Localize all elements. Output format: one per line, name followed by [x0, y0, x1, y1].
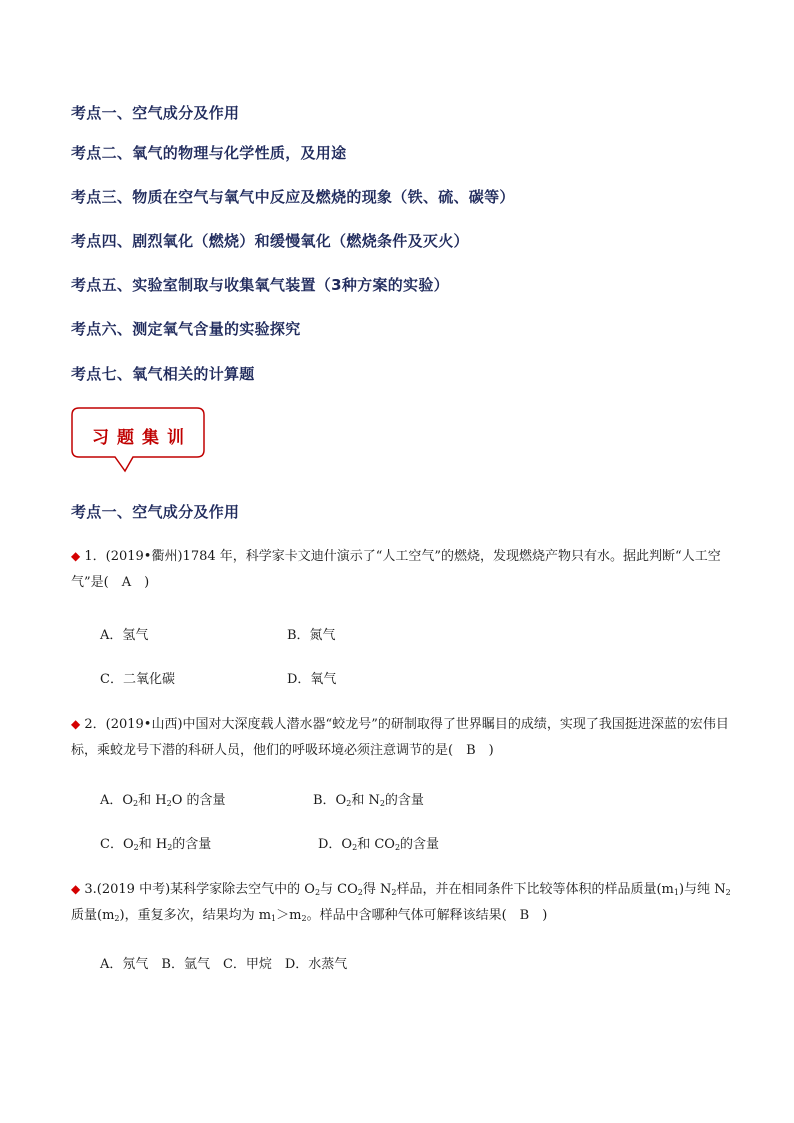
q1-option-b: B．氮气: [287, 628, 336, 643]
outline-item-7: 考点七、氧气相关的计算题: [71, 365, 255, 383]
outline-item-1: 考点一、空气成分及作用: [71, 104, 240, 122]
question-1-text: 1．(2019•衢州)1784 年，科学家卡文迪什演示了“人工空气”的燃烧，发现燃烧产物只有水。据此判断“人工空气”是( A ): [71, 549, 721, 590]
diamond-icon: ◆: [71, 717, 81, 731]
diamond-icon: ◆: [71, 882, 81, 896]
q2-option-c: C．$O_2$和 $H_2$的含量: [100, 837, 212, 852]
outline-item-2: 考点二、氧气的物理与化学性质，及用途: [71, 144, 347, 162]
outline-item-4: 考点四、剧烈氧化（燃烧）和缓慢氧化（燃烧条件及灭火）: [71, 232, 469, 250]
question-1: [71, 543, 731, 596]
outline-item-3: 考点三、物质在空气与氧气中反应及燃烧的现象（铁、硫、碳等）: [71, 188, 515, 206]
q1-option-d: D．氧气: [287, 672, 337, 687]
q2-option-a: A．$O_2$和 $H_2O$ 的含量: [100, 793, 226, 808]
section-title: 考点一、空气成分及作用: [71, 503, 240, 521]
outline-item-5: 考点五、实验室制取与收集氧气装置（3种方案的实验）: [71, 276, 449, 294]
q2-option-b: B．$O_2$和 $N_2$的含量: [313, 793, 424, 808]
q2-option-d: D．$O_2$和 $CO_2$的含量: [318, 837, 440, 852]
outline-item-6: 考点六、测定氧气含量的实验探究: [71, 320, 301, 338]
question-3: ◆ 3.(2019 中考)某科学家除去空气中的 $O_2$与 $CO_2$得 $N_2$样品，并在相同条件下比较等体积的样品质量$(m_1)$与纯 $N_2$质量$(m_2)$，重复多次，结果均为 $m_1>m_2$。样品中含哪种气体可解释该结果( B ): [71, 882, 731, 923]
exercise-callout: [71, 407, 205, 457]
q3-options: A．氖气 B．氩气 C．甲烷 D．水蒸气: [100, 957, 348, 972]
callout-label: 习题集训: [92, 428, 192, 448]
q1-option-c: C．二氧化碳: [100, 672, 175, 687]
diamond-icon: ◆: [71, 549, 81, 563]
q1-option-a: A．氢气: [100, 628, 149, 643]
question-2: [71, 711, 731, 764]
question-2-text: 2．(2019•山西)中国对大深度载人潜水器“蛟龙号”的研制取得了世界瞩目的成绩，实现了我国挺进深蓝的宏伟目标，乘蛟龙号下潜的科研人员，他们的呼吸环境必须注意调节的是( B ): [71, 717, 729, 758]
